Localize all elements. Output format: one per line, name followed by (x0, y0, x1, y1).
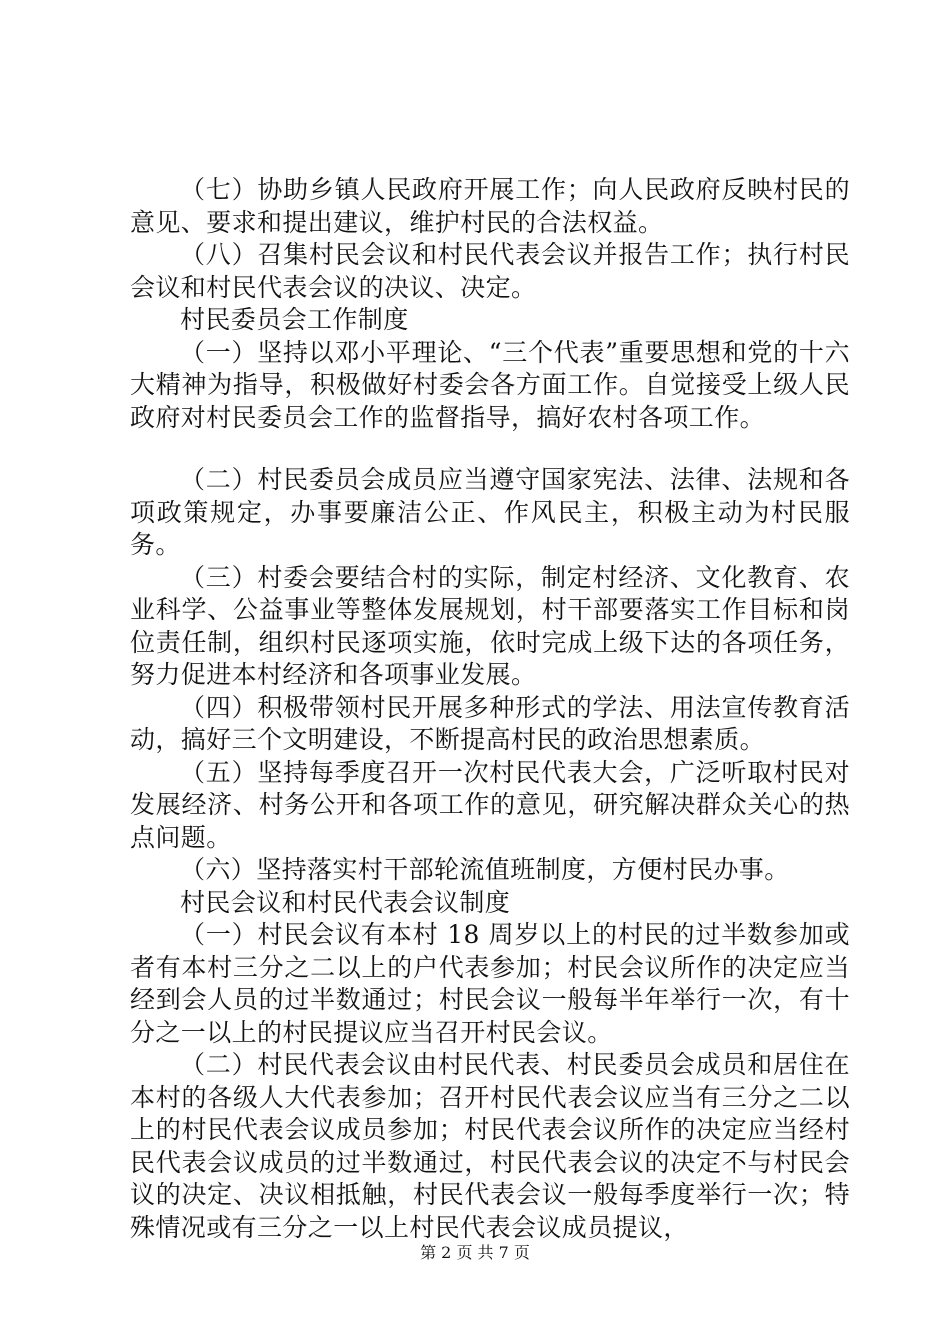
work-system-item-2: （二）村民委员会成员应当遵守国家宪法、法律、法规和各项政策规定，办事要廉洁公正、作风民主，积极主动为村民服务。 (130, 465, 850, 559)
work-system-item-4: （四）积极带领村民开展多种形式的学法、用法宣传教育活动，搞好三个文明建设，不断提高村民的政治思想素质。 (130, 692, 850, 754)
paragraph-8: （八）召集村民会议和村民代表会议并报告工作；执行村民会议和村民代表会议的决议、决定。 (130, 240, 850, 302)
work-system-item-1: （一）坚持以邓小平理论、“三个代表”重要思想和党的十六大精神为指导，积极做好村委会各方面工作。自觉接受上级人民政府对村民委员会工作的监督指导，搞好农村各项工作。 (130, 337, 850, 432)
page-number-footer: 第 2 页 共 7 页 (420, 1243, 530, 1262)
work-system-item-5: （五）坚持每季度召开一次村民代表大会，广泛听取村民对发展经济、村务公开和各项工作的意见，研究解决群众关心的热点问题。 (130, 757, 850, 852)
meeting-system-item-1: （一）村民会议有本村 18 周岁以上的村民的过半数参加或者有本村三分之二以上的户代表参加；村民会议所作的决定应当经到会人员的过半数通过；村民会议一般每半年举行一次，有十分之一以上的村民提议应当召开村民会议。 (130, 920, 850, 1047)
meeting-system-item-2: （二）村民代表会议由村民代表、村民委员会成员和居住在本村的各级人大代表参加；召开村民代表会议应当有三分之二以上的村民代表会议成员参加；村民代表会议所作的决定应当经村民代表会议成员的过半数通过，村民代表会议的决定不与村民会议的决定、决议相抵触，村民代表会议一般每季度举行一次；特殊情况或有三分之一以上村民代表会议成员提议， (130, 1050, 850, 1242)
section-heading-work-system: 村民委员会工作制度 (180, 305, 409, 334)
section-heading-meeting-system: 村民会议和村民代表会议制度 (180, 887, 511, 917)
work-system-item-3: （三）村委会要结合村的实际，制定村经济、文化教育、农业科学、公益事业等整体发展规划，村干部要落实工作目标和岗位责任制，组织村民逐项实施，依时完成上级下达的各项任务，努力促进本村经济和各项事业发展。 (130, 562, 850, 689)
paragraph-7: （七）协助乡镇人民政府开展工作；向人民政府反映村民的意见、要求和提出建议，维护村民的合法权益。 (130, 175, 850, 237)
work-system-item-6: （六）坚持落实村干部轮流值班制度，方便村民办事。 (180, 855, 790, 884)
document-body (130, 174, 850, 1244)
